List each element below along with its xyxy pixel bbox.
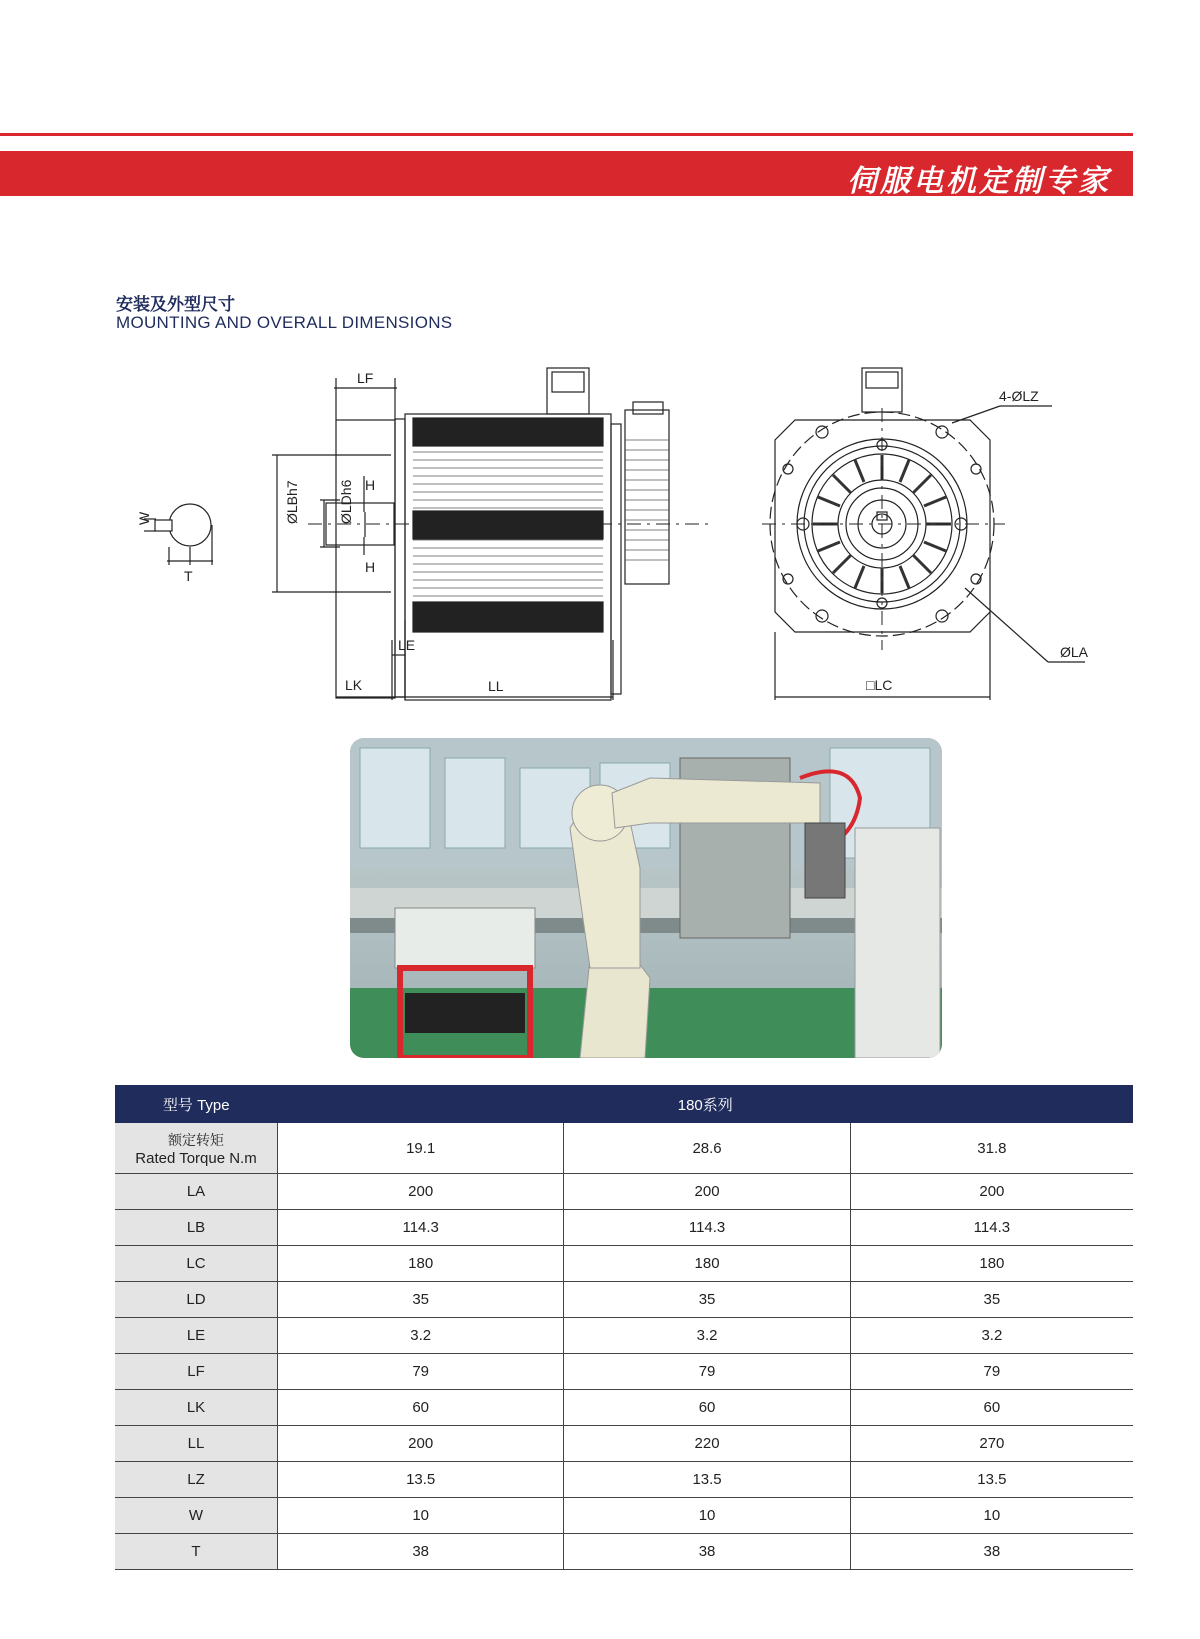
table-cell: 79 [850, 1354, 1133, 1390]
header-series: 180系列 [278, 1085, 1134, 1123]
table-cell: 13.5 [278, 1462, 564, 1498]
dimension-drawing [0, 0, 1200, 720]
table-cell: 200 [278, 1174, 564, 1210]
table-header-row [115, 1085, 1133, 1123]
table-row [115, 1210, 1133, 1246]
table-row [115, 1534, 1133, 1570]
table-row-torque [115, 1123, 1133, 1174]
table-cell: 79 [564, 1354, 850, 1390]
section-title-en: MOUNTING AND OVERALL DIMENSIONS [116, 313, 453, 332]
label-lz: 4-ØLZ [999, 388, 1039, 404]
row-label: LK [115, 1390, 278, 1426]
spec-table [115, 1085, 1133, 1570]
table-cell: 60 [564, 1390, 850, 1426]
table-cell: 35 [850, 1282, 1133, 1318]
table-cell: 180 [850, 1246, 1133, 1282]
table-cell: 60 [278, 1390, 564, 1426]
table-cell: 28.6 [564, 1123, 850, 1174]
label-w: W [136, 511, 152, 525]
label-lf: LF [357, 370, 374, 386]
torque-label-en: Rated Torque N.m [135, 1149, 257, 1167]
section-title-cn: 安装及外型尺寸 [116, 295, 235, 315]
table-cell: 114.3 [278, 1210, 564, 1246]
header-type: 型号 Type [115, 1085, 278, 1123]
table-cell: 180 [278, 1246, 564, 1282]
row-label: LB [115, 1210, 278, 1246]
label-le: LE [398, 637, 416, 653]
label-la: ØLA [1060, 644, 1089, 660]
table-row [115, 1354, 1133, 1390]
table-row [115, 1318, 1133, 1354]
table-cell: 35 [278, 1282, 564, 1318]
torque-label-cn: 额定转矩 [168, 1132, 224, 1149]
table-cell: 10 [278, 1498, 564, 1534]
table-cell: 10 [850, 1498, 1133, 1534]
row-label: LE [115, 1318, 278, 1354]
table-row [115, 1246, 1133, 1282]
table-cell: 31.8 [850, 1123, 1133, 1174]
table-cell: 180 [564, 1246, 850, 1282]
table-cell: 114.3 [850, 1210, 1133, 1246]
table-cell: 60 [850, 1390, 1133, 1426]
table-cell: 38 [850, 1534, 1133, 1570]
table-row [115, 1390, 1133, 1426]
row-label: LL [115, 1426, 278, 1462]
label-lk: LK [345, 677, 363, 693]
label-ld: ØLDh6 [338, 479, 354, 524]
label-h-bottom: H [365, 559, 376, 575]
row-label: LZ [115, 1462, 278, 1498]
table-cell: 10 [564, 1498, 850, 1534]
table-cell: 13.5 [850, 1462, 1133, 1498]
table-cell: 3.2 [278, 1318, 564, 1354]
table-cell: 38 [278, 1534, 564, 1570]
shaft-end-view [144, 504, 213, 565]
row-label: LD [115, 1282, 278, 1318]
table-cell: 38 [564, 1534, 850, 1570]
table-cell: 35 [564, 1282, 850, 1318]
row-label: W [115, 1498, 278, 1534]
table-cell: 114.3 [564, 1210, 850, 1246]
row-label: T [115, 1534, 278, 1570]
table-cell: 200 [850, 1174, 1133, 1210]
table-cell: 200 [278, 1426, 564, 1462]
table-cell: 13.5 [564, 1462, 850, 1498]
front-view [762, 368, 1085, 700]
table-row [115, 1426, 1133, 1462]
table-cell: 220 [564, 1426, 850, 1462]
table-row [115, 1282, 1133, 1318]
row-label: LC [115, 1246, 278, 1282]
table-row [115, 1462, 1133, 1498]
factory-robot-photo [350, 738, 942, 1058]
table-cell: 3.2 [850, 1318, 1133, 1354]
table-row [115, 1498, 1133, 1534]
label-ll: LL [488, 678, 504, 694]
label-h-top: H [365, 477, 376, 493]
label-t: T [184, 568, 193, 584]
robot-arm-image [350, 738, 942, 1058]
table-cell: 200 [564, 1174, 850, 1210]
label-lc: □LC [866, 677, 893, 693]
label-lb: ØLBh7 [284, 480, 300, 524]
table-cell: 3.2 [564, 1318, 850, 1354]
table-row [115, 1174, 1133, 1210]
table-cell: 19.1 [278, 1123, 564, 1174]
row-label: LA [115, 1174, 278, 1210]
table-cell: 270 [850, 1426, 1133, 1462]
table-cell: 79 [278, 1354, 564, 1390]
banner-title: 伺服电机定制专家 [847, 164, 1111, 199]
row-label-torque [115, 1123, 278, 1174]
row-label: LF [115, 1354, 278, 1390]
